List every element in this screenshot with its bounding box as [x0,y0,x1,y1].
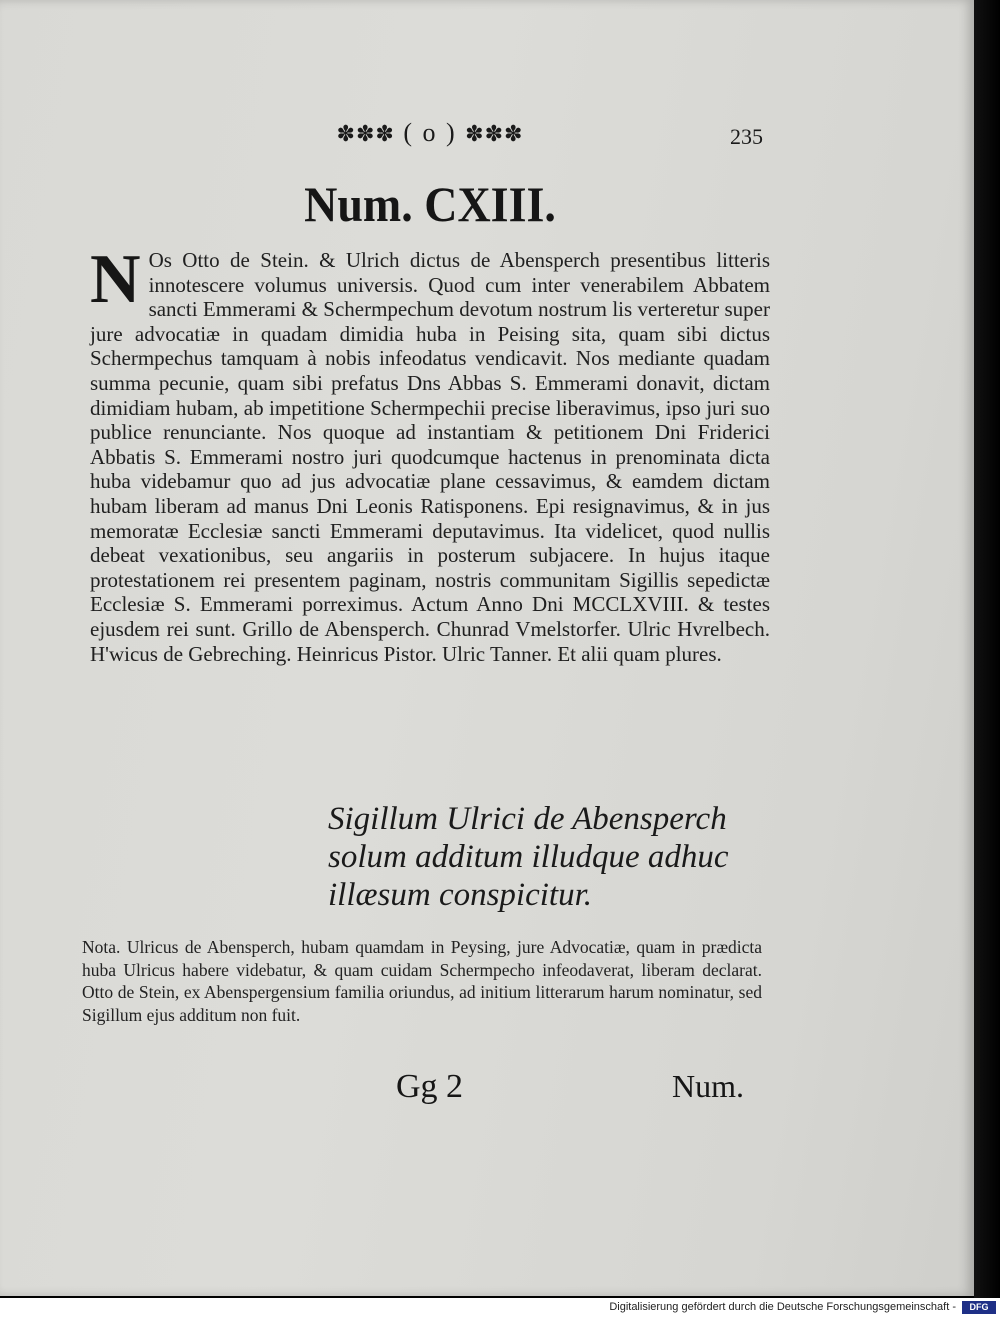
footer-credit: Digitalisierung gefördert durch die Deutsche Forschungsgemeinschaft - [609,1301,956,1313]
signature-mark: Gg 2 [396,1068,464,1105]
running-head [320,118,540,150]
document-title: Num. CXIII. [304,176,556,232]
page-edge-shadow [974,0,1000,1298]
note-text: Ulricus de Abensperch, hubam quamdam in Peysing, jure Advocatiæ, quam in prædicta huba Ulricus habere videbatur, & quam cuidam Schermpecho infeodaverat, liberam declarat. Otto de Stein, ex Abenspergensium familia oriundus, ad initium litterarum harum nominatur, sed Sigillum ejus additum non fuit. [82,937,762,1025]
editor-note [82,936,762,1026]
catchword: Num. [672,1068,744,1104]
digitization-footer [0,1298,1000,1318]
running-head-center: ( o ) [403,118,457,147]
page-number: 235 [730,124,763,149]
ornament-left-icon: ✽✽✽ [336,121,395,146]
note-label: Nota. [82,937,121,957]
charter-text [90,241,770,666]
charter-body: Os Otto de Stein. & Ulrich dictus de Abensperch presentibus litteris innotescere volumus universis. Quod cum inter venerabilem Abbatem sancti Emmerami & Schermpechum devotum nostrum lis verteretur super jure advocatiæ in quadam dimidia huba in Peising sita, quam sibi dictus Schermpechus tamquam à nobis infeodatus vendicavit. Nos mediante quadam summa pecunie, quam sibi prefatus Dns Abbas S. Emmerami donavit, dictam dimidiam hubam, ab impetitione Schermpechii precise liberavimus, ipso juri suo publice renunciante. Nos quoque ad instantiam & petitionem Dni Friderici Abbatis S. Emmerami nostro juri quodcumque hactenus in prenominata dicta huba videbamur quo ad jus advocatiæ plane cessavimus, & eamdem dictam hubam liberam ad manus Dni Leonis Ratisponens. Epi resignavimus, & in jus memoratæ Ecclesiæ sancti Emmerami deputavimus. Ita videlicet, quod nullis debeat vexationibus, seu angariis in posterum subjacere. In hujus itaque protestationem rei presentem paginam, nostris communitam Sigillis sepedictæ Ecclesiæ S. Emmerami porreximus. Actum Anno Dni MCCLXVIII. & testes ejusdem rei sunt. Grillo de Abensperch. Chunrad Vmelstorfer. Ulric Hvrelbech. H'wicus de Gebreching. Heinricus Pistor. Ulric Tanner. Et alii quam plures. [90,248,770,666]
ornament-right-icon: ✽✽✽ [465,121,524,146]
seal-note: Sigillum Ulrici de Abensperch solum additum illudque adhuc illæsum conspicitur. [328,801,729,913]
dfg-logo: DFG [962,1301,996,1314]
drop-cap-initial: N [90,241,141,318]
